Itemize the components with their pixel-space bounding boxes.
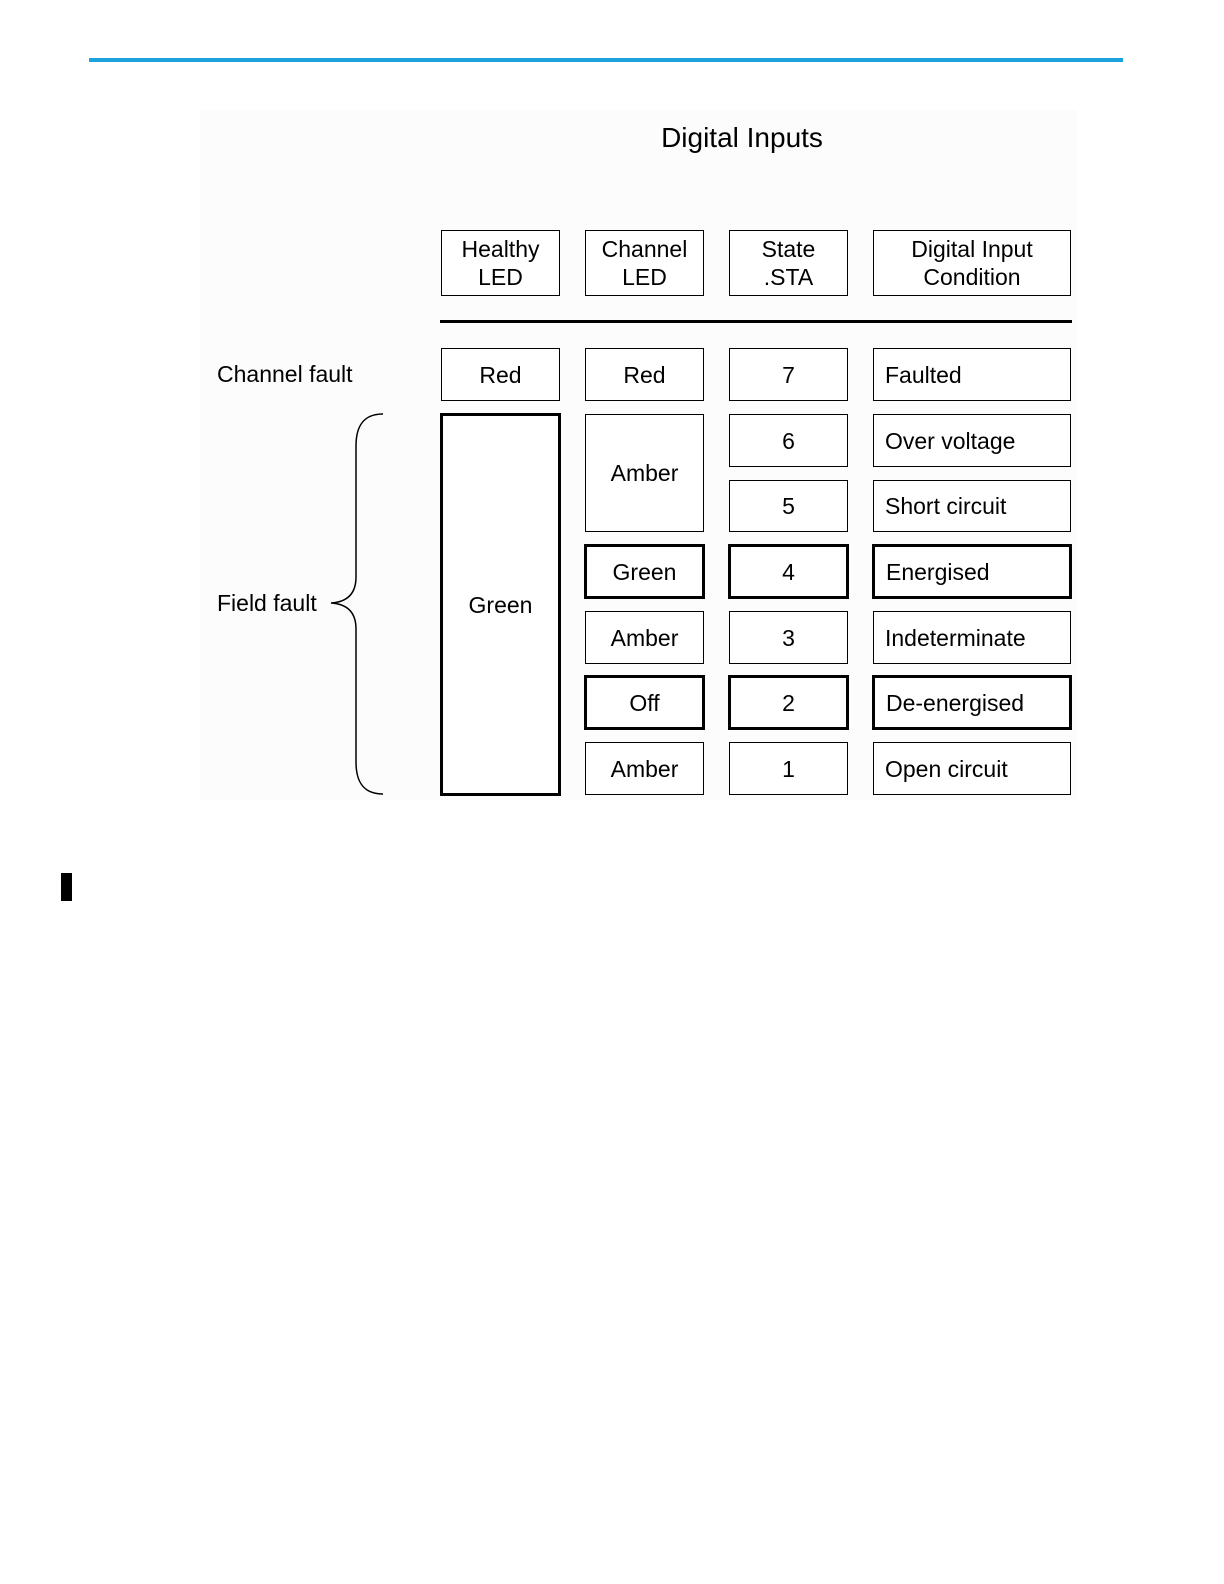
group-label-field-fault: Field fault <box>217 590 317 616</box>
condition-cell-6: Over voltage <box>873 414 1071 467</box>
page-top-rule <box>89 58 1123 62</box>
state-cell-6: 6 <box>729 414 848 467</box>
channel-led-state-1: Amber <box>585 742 704 795</box>
channel-led-state-2: Off <box>584 675 705 730</box>
channel-led-state-7: Red <box>585 348 704 401</box>
change-bar <box>61 873 72 901</box>
state-cell-5: 5 <box>729 480 848 532</box>
field-fault-brace <box>325 412 385 798</box>
header-condition: Digital Input Condition <box>873 230 1071 296</box>
condition-cell-2: De-energised <box>872 675 1072 730</box>
channel-led-state-4: Green <box>584 544 705 599</box>
header-channel-led: Channel LED <box>585 230 704 296</box>
group-label-channel-fault: Channel fault <box>217 361 353 387</box>
channel-led-states-6-5: Amber <box>585 414 704 532</box>
figure-title: Digital Inputs <box>661 122 823 153</box>
header-healthy-led: Healthy LED <box>441 230 560 296</box>
header-state-sta: State .STA <box>729 230 848 296</box>
state-cell-3: 3 <box>729 611 848 664</box>
condition-cell-5: Short circuit <box>873 480 1071 532</box>
state-cell-7: 7 <box>729 348 848 401</box>
header-divider <box>440 320 1072 323</box>
condition-cell-4: Energised <box>872 544 1072 599</box>
channel-led-state-3: Amber <box>585 611 704 664</box>
condition-cell-3: Indeterminate <box>873 611 1071 664</box>
state-cell-1: 1 <box>729 742 848 795</box>
condition-cell-1: Open circuit <box>873 742 1071 795</box>
state-cell-2: 2 <box>728 675 849 730</box>
condition-cell-7: Faulted <box>873 348 1071 401</box>
state-cell-4: 4 <box>728 544 849 599</box>
healthy-led-channel-fault: Red <box>441 348 560 401</box>
healthy-led-field-fault: Green <box>440 413 561 796</box>
